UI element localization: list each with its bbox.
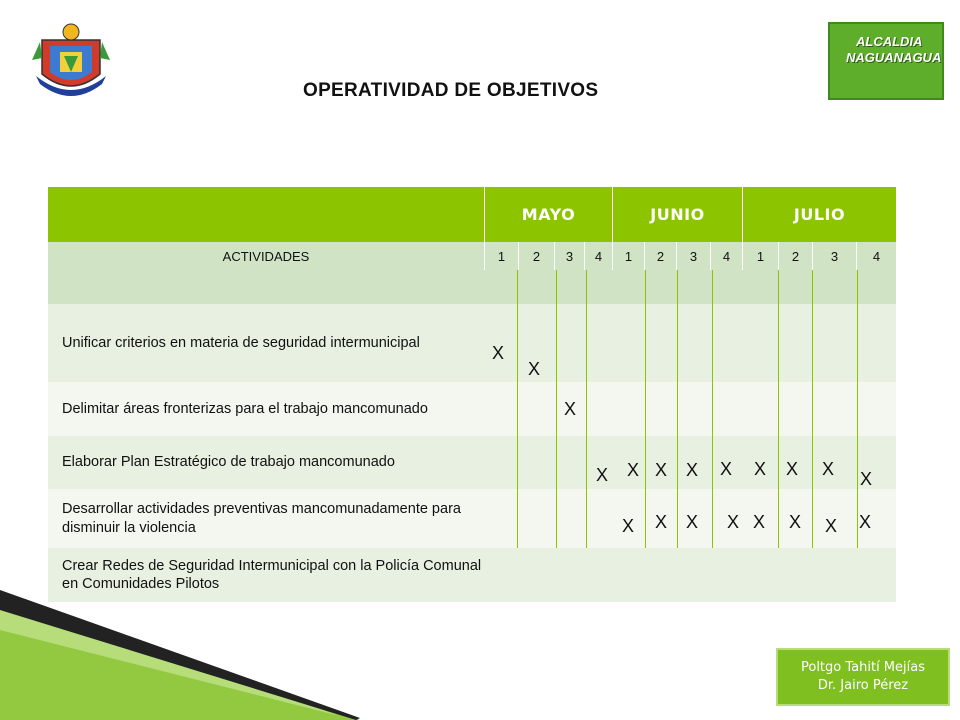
activity-row <box>48 304 896 382</box>
week-cell: 4 <box>710 242 742 270</box>
activity-label: Crear Redes de Seguridad Intermunicipal con la Policía Comunal en Comunidades Pilotos <box>62 557 482 592</box>
mark-x: X <box>789 512 802 532</box>
mark-x: X <box>786 459 799 479</box>
week-cell: 4 <box>584 242 612 270</box>
page-title: OPERATIVIDAD DE OBJETIVOS <box>303 80 599 101</box>
activity-label: Delimitar áreas fronterizas para el trabajo mancomunado <box>62 400 428 417</box>
header-blank-cell <box>48 187 484 242</box>
activity-row <box>48 489 896 548</box>
month-may: MAYO <box>484 187 612 242</box>
mark-x: X <box>825 516 838 536</box>
mark-x: X <box>686 512 699 532</box>
mark-x: X <box>596 465 609 485</box>
mark-x: X <box>564 399 577 419</box>
spacer-row <box>48 270 896 304</box>
mark-x: X <box>860 469 873 489</box>
mark-x: X <box>686 460 699 480</box>
signature-box <box>776 648 950 706</box>
week-cell: 3 <box>676 242 710 270</box>
mark-x: X <box>727 512 740 532</box>
week-cell: 1 <box>612 242 644 270</box>
month-header-row <box>48 187 896 242</box>
municipal-crest-logo <box>30 12 112 108</box>
week-cell: 2 <box>644 242 676 270</box>
month-july: JULIO <box>742 187 896 242</box>
logo-line-2: NAGUANAGUA <box>846 50 942 65</box>
mark-x: X <box>859 512 872 532</box>
alcaldia-naguanagua-logo <box>828 22 944 100</box>
mark-x: X <box>822 459 835 479</box>
mark-x: X <box>655 512 668 532</box>
week-cell: 1 <box>484 242 518 270</box>
activity-label: Unificar criterios en materia de seguridad intermunicipal <box>62 334 420 351</box>
month-june: JUNIO <box>612 187 742 242</box>
week-cell: 2 <box>518 242 554 270</box>
mark-x: X <box>754 459 767 479</box>
mark-x: X <box>627 460 640 480</box>
week-cell: 3 <box>554 242 584 270</box>
week-cell: 4 <box>856 242 896 270</box>
mark-x: X <box>528 359 541 379</box>
mark-x: X <box>720 459 733 479</box>
week-cell: 2 <box>778 242 812 270</box>
mark-x: X <box>655 460 668 480</box>
activity-label: Desarrollar actividades preventivas mancomunadamente para disminuir la violencia <box>62 501 461 536</box>
week-cell: 1 <box>742 242 778 270</box>
activities-header: ACTIVIDADES <box>222 248 310 264</box>
mark-x: X <box>492 343 505 363</box>
spacer-cell <box>48 270 484 304</box>
week-header-row <box>48 242 896 270</box>
activity-label: Elaborar Plan Estratégico de trabajo mancomunado <box>62 454 395 471</box>
decorative-ribbon <box>0 590 360 720</box>
activity-row <box>48 436 896 489</box>
signature-line-2: Dr. Jairo Pérez <box>817 678 909 693</box>
week-cell: 3 <box>812 242 856 270</box>
signature-line-1: Poltgo Tahití Mejías <box>800 660 925 676</box>
activity-row <box>48 382 896 436</box>
logo-line-1: ALCALDIA <box>856 34 923 49</box>
mark-x: X <box>622 516 635 536</box>
objectives-table <box>48 187 896 602</box>
mark-x: X <box>753 512 766 532</box>
